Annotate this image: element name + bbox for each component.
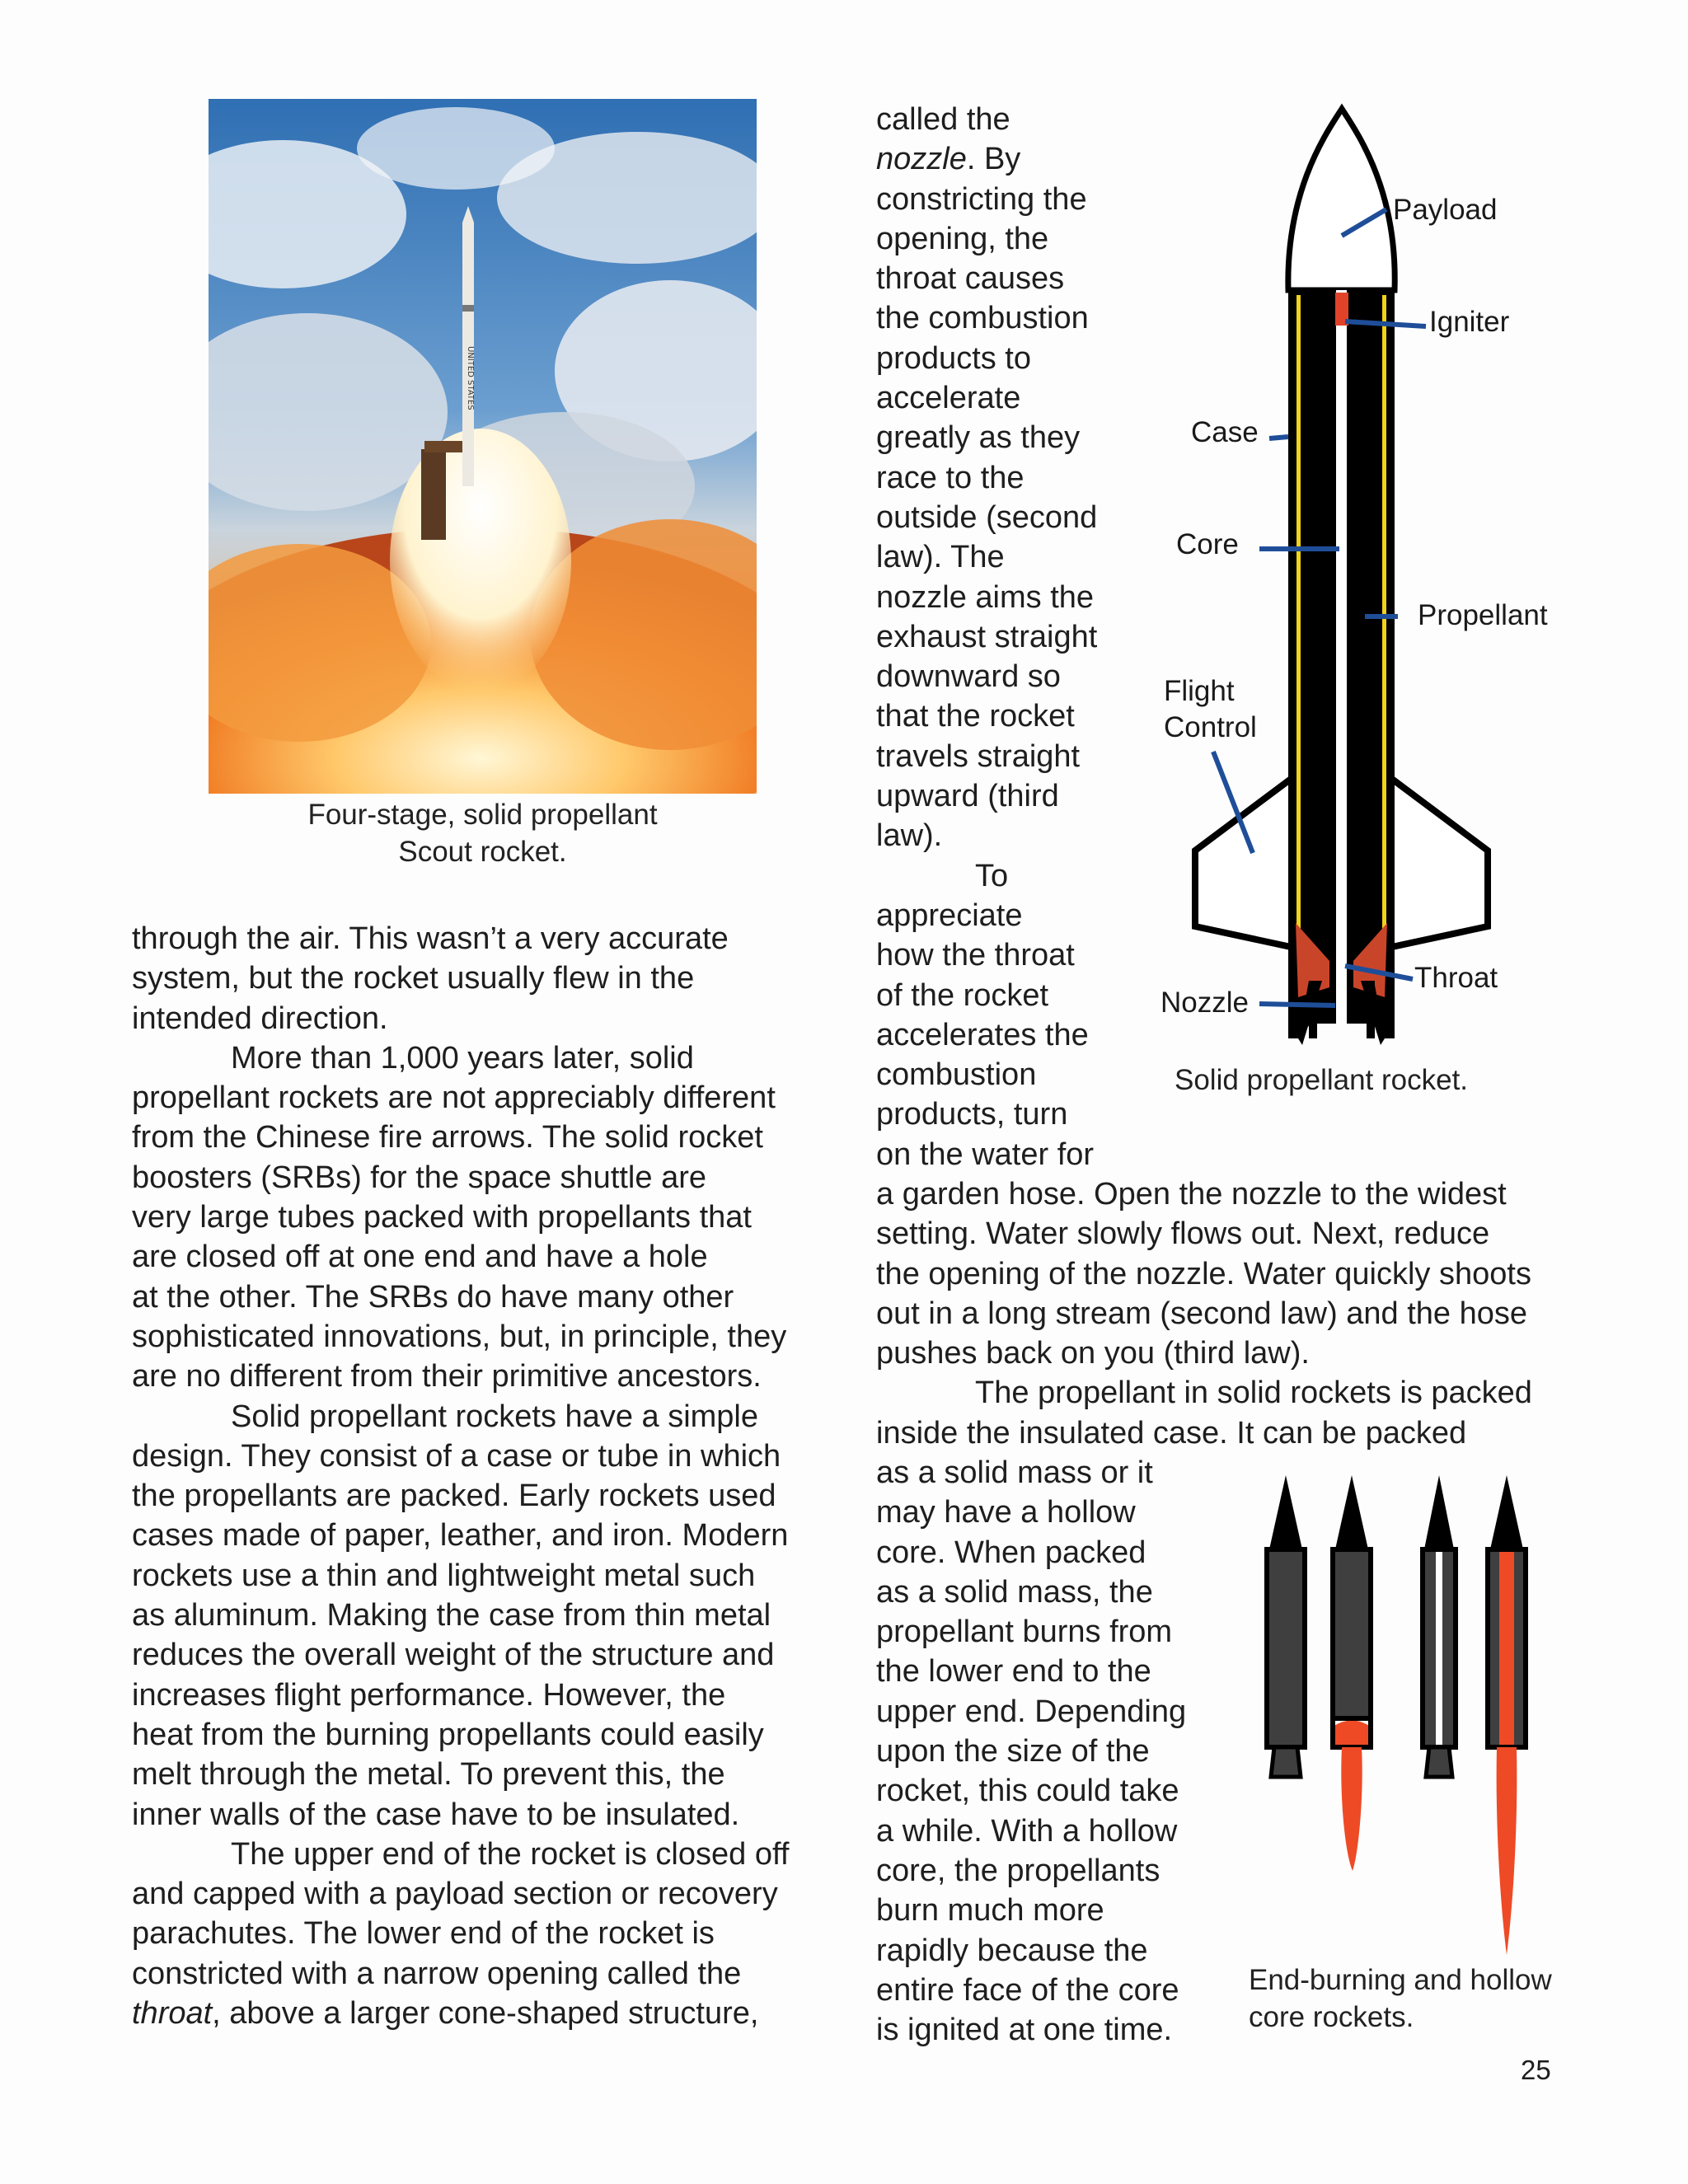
hollow-core-rocket bbox=[1423, 1475, 1456, 1777]
text-line: rockets use a thin and lightweight metal such bbox=[132, 1558, 756, 1593]
text-line: upward (third bbox=[876, 779, 1059, 814]
text-line: is ignited at one time. bbox=[876, 2013, 1173, 2048]
right-column-mid-text bbox=[876, 1174, 1618, 1453]
text-line: opening, the bbox=[876, 221, 1049, 256]
text-line: throat causes bbox=[876, 261, 1065, 297]
italic-term-throat: throat bbox=[132, 1996, 213, 2032]
burning-rockets-diagram bbox=[1261, 1475, 1558, 1970]
left-column-text bbox=[132, 919, 849, 2033]
text-line: setting. Water slowly flows out. Next, reduce bbox=[876, 1216, 1490, 1252]
text-line: through the air. This wasn’t a very accurate bbox=[132, 921, 729, 956]
nozzle-skirt-left bbox=[1309, 981, 1317, 1038]
text-line: are no different from their primitive ancestors. bbox=[132, 1359, 762, 1394]
label-nozzle: Nozzle bbox=[1160, 987, 1249, 1019]
label-flight-control-line2: Control bbox=[1164, 711, 1257, 743]
text-line: system, but the rocket usually flew in the bbox=[132, 961, 695, 996]
text-line: law). bbox=[876, 818, 943, 854]
text-line: entire face of the core bbox=[876, 1972, 1179, 2008]
body-left-wall bbox=[1288, 290, 1336, 1024]
text-line: called the bbox=[876, 102, 1010, 137]
text-line: upon the size of the bbox=[876, 1734, 1150, 1769]
label-throat: Throat bbox=[1414, 962, 1498, 994]
label-payload: Payload bbox=[1393, 194, 1498, 226]
text-line: The upper end of the rocket is closed off bbox=[231, 1836, 790, 1872]
text-line: rapidly because the bbox=[876, 1933, 1148, 1968]
text-line: inside the insulated case. It can be packed bbox=[876, 1415, 1467, 1451]
text-line: accelerate bbox=[876, 381, 1021, 416]
text-fragment: . By bbox=[966, 142, 1021, 177]
text-line: propellant rockets are not appreciably different bbox=[132, 1080, 776, 1116]
photo-caption-line: Four-stage, solid propellant bbox=[307, 799, 658, 831]
text-line: law). The bbox=[876, 540, 1005, 575]
text-line: greatly as they bbox=[876, 420, 1081, 456]
text-fragment: , above a larger cone-shaped structure, bbox=[212, 1996, 759, 2032]
nozzle-skirt-right bbox=[1367, 981, 1375, 1038]
text-line: very large tubes packed with propellants that bbox=[132, 1200, 752, 1235]
text-line: products to bbox=[876, 340, 1031, 376]
text-line: The propellant in solid rockets is packed bbox=[975, 1376, 1532, 1411]
diagram-caption: Solid propellant rocket. bbox=[1175, 1064, 1469, 1096]
burning-rockets-caption bbox=[1249, 1961, 1552, 2036]
text-line: as a solid mass, the bbox=[876, 1574, 1153, 1610]
text-line: a garden hose. Open the nozzle to the widest bbox=[876, 1177, 1507, 1212]
text-line: race to the bbox=[876, 460, 1025, 495]
page-number: 25 bbox=[1521, 2055, 1551, 2085]
label-igniter: Igniter bbox=[1429, 306, 1510, 338]
text-line: on the water for bbox=[876, 1137, 1095, 1172]
end-burning-rocket bbox=[1267, 1475, 1305, 1777]
label-flight-control-line1: Flight bbox=[1164, 675, 1235, 707]
text-line: at the other. The SRBs do have many other bbox=[132, 1279, 734, 1315]
text-line: downward so bbox=[876, 659, 1061, 695]
text-line: constricting the bbox=[876, 181, 1087, 217]
text-line: parachutes. The lower end of the rocket is bbox=[132, 1916, 715, 1952]
right-column-top-text bbox=[876, 100, 1148, 1174]
text-line: and capped with a payload section or recovery bbox=[132, 1877, 778, 1912]
text-line: increases flight performance. However, the bbox=[132, 1677, 726, 1713]
text-line: accelerates the bbox=[876, 1017, 1089, 1052]
caption-line: End-burning and hollow bbox=[1249, 1964, 1552, 1996]
text-line: may have a hollow bbox=[876, 1495, 1136, 1530]
text-line: More than 1,000 years later, solid bbox=[231, 1040, 694, 1076]
text-line: rocket, this could take bbox=[876, 1774, 1179, 1809]
nozzle-leader bbox=[1259, 1004, 1335, 1005]
text-line: appreciate bbox=[876, 898, 1023, 933]
text-line: cases made of paper, leather, and iron. Modern bbox=[132, 1518, 789, 1554]
end-burning-rocket-firing bbox=[1333, 1475, 1371, 1871]
text-line: as a solid mass or it bbox=[876, 1455, 1153, 1490]
scout-rocket-photo bbox=[209, 99, 757, 794]
hollow-core bbox=[1336, 290, 1347, 1015]
label-case: Case bbox=[1191, 416, 1259, 448]
text-line: upper end. Depending bbox=[876, 1694, 1187, 1729]
text-line: core, the propellants bbox=[876, 1853, 1160, 1888]
text-line: the propellants are packed. Early rockets used bbox=[132, 1479, 776, 1514]
text-line: design. They consist of a case or tube in which bbox=[132, 1438, 781, 1474]
text-line: combustion bbox=[876, 1057, 1037, 1093]
text-line: as aluminum. Making the case from thin metal bbox=[132, 1598, 771, 1633]
text-line: of the rocket bbox=[876, 977, 1049, 1013]
text-line: Solid propellant rockets have a simple bbox=[231, 1399, 759, 1434]
text-line: boosters (SRBs) for the space shuttle are bbox=[132, 1160, 706, 1195]
text-line: pushes back on you (third law). bbox=[876, 1336, 1310, 1371]
text-line: core. When packed bbox=[876, 1535, 1146, 1570]
text-line: heat from the burning propellants could easily bbox=[132, 1717, 764, 1752]
nose-cone bbox=[1288, 109, 1395, 290]
right-column-bottom-text bbox=[876, 1453, 1231, 2050]
hollow-core-rocket-firing bbox=[1488, 1475, 1526, 1955]
text-line: melt through the metal. To prevent this, the bbox=[132, 1757, 725, 1793]
text-line: constricted with a narrow opening called the bbox=[132, 1956, 742, 1991]
text-line bbox=[876, 139, 1148, 179]
label-propellant: Propellant bbox=[1418, 599, 1548, 631]
label-core: Core bbox=[1176, 528, 1239, 560]
insulation-right bbox=[1382, 295, 1386, 946]
text-line: a while. With a hollow bbox=[876, 1813, 1178, 1849]
text-line: are closed off at one end and have a hole bbox=[132, 1240, 708, 1275]
italic-term-nozzle: nozzle bbox=[876, 142, 967, 177]
text-line: reduces the overall weight of the structure and bbox=[132, 1638, 775, 1673]
text-line: burn much more bbox=[876, 1893, 1104, 1929]
insulation-left bbox=[1296, 295, 1301, 946]
text-line: intended direction. bbox=[132, 1001, 388, 1036]
text-line: how the throat bbox=[876, 938, 1075, 973]
text-line: from the Chinese fire arrows. The solid rocket bbox=[132, 1120, 763, 1155]
text-line: the combustion bbox=[876, 301, 1089, 336]
text-line: outside (second bbox=[876, 499, 1098, 535]
caption-line: core rockets. bbox=[1249, 2001, 1414, 2033]
text-line: travels straight bbox=[876, 738, 1081, 774]
text-line: nozzle aims the bbox=[876, 579, 1095, 615]
text-line: sophisticated innovations, but, in principle, they bbox=[132, 1319, 787, 1354]
text-line: exhaust straight bbox=[876, 619, 1098, 654]
photo-caption-line: Scout rocket. bbox=[398, 836, 567, 868]
text-line: that the rocket bbox=[876, 699, 1075, 734]
text-line: inner walls of the case have to be insulated. bbox=[132, 1797, 740, 1832]
text-line: products, turn bbox=[876, 1097, 1068, 1132]
text-line: the lower end to the bbox=[876, 1654, 1151, 1690]
rocket-side-text: UNITED STATES bbox=[466, 346, 475, 410]
text-line: the opening of the nozzle. Water quickly shoots bbox=[876, 1256, 1531, 1291]
text-line: out in a long stream (second law) and the hose bbox=[876, 1296, 1528, 1331]
case-leader bbox=[1269, 437, 1288, 438]
text-line: To bbox=[975, 858, 1009, 893]
text-line: propellant burns from bbox=[876, 1615, 1173, 1650]
solid-rocket-diagram bbox=[1154, 99, 1582, 1055]
photo-caption bbox=[209, 796, 757, 870]
text-line bbox=[132, 1994, 849, 2033]
body-right-wall bbox=[1347, 290, 1395, 1024]
